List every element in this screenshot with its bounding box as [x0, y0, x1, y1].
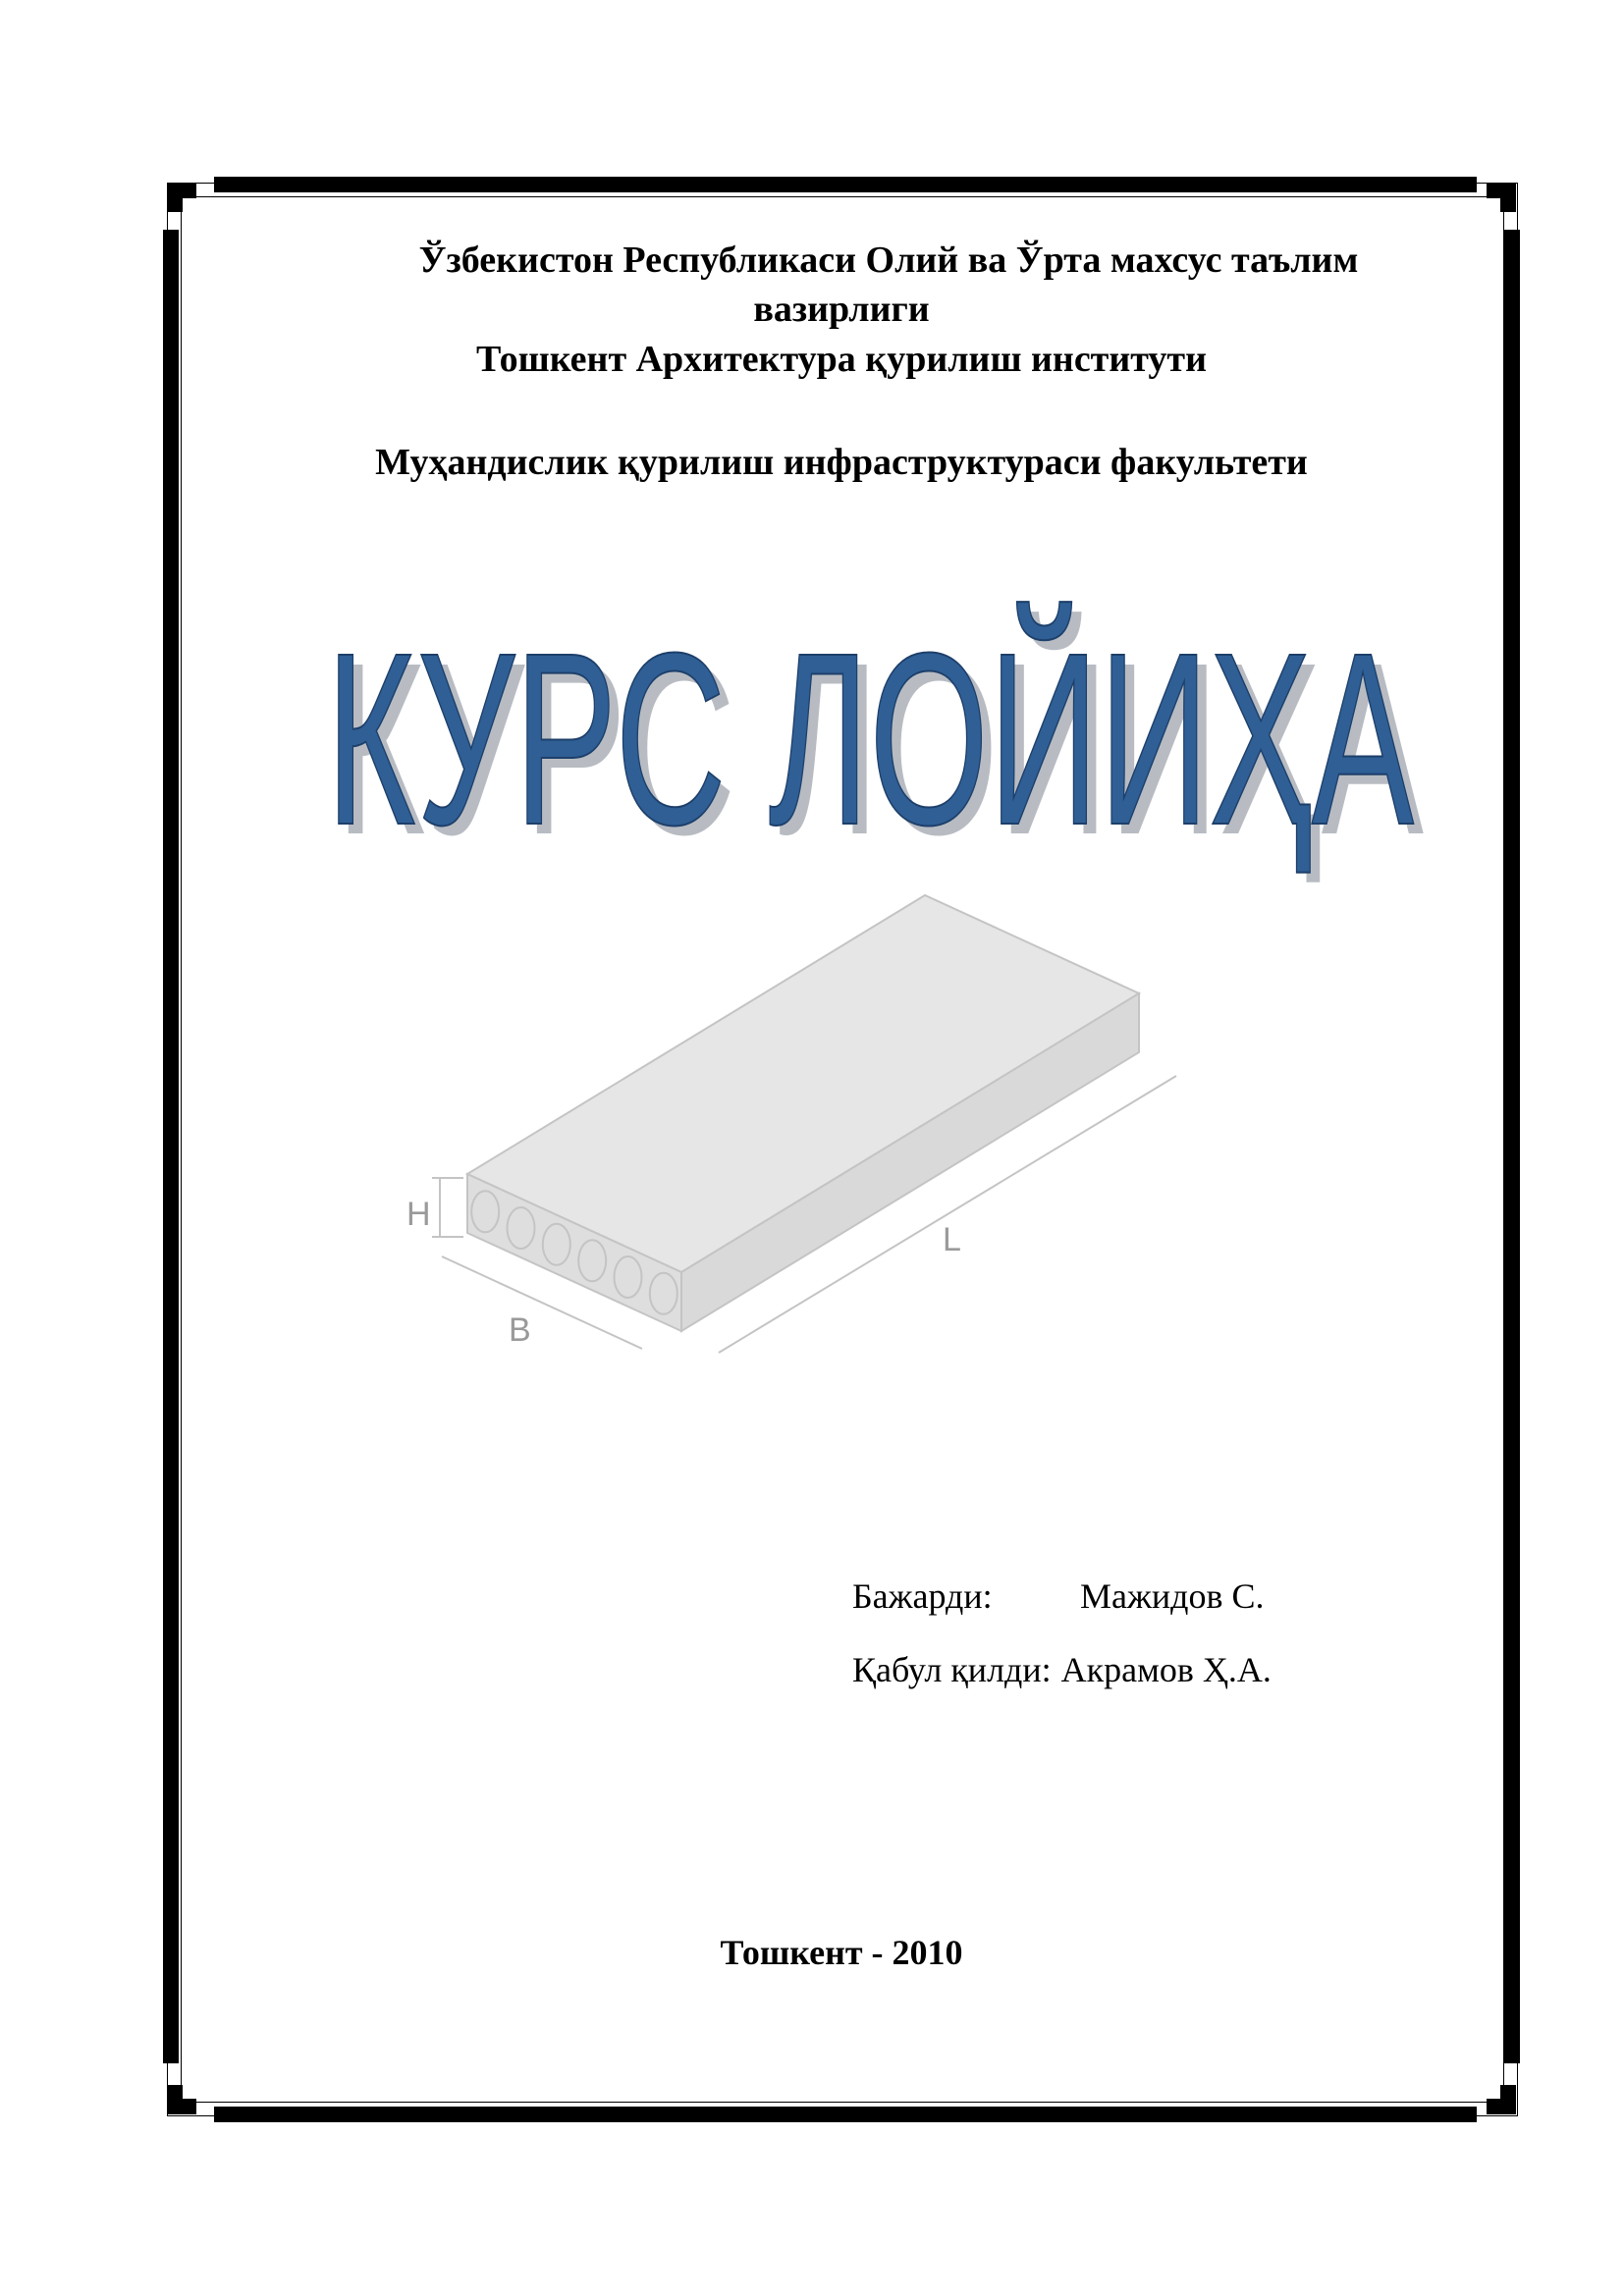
ministry-line-2: вазирлиги	[753, 289, 930, 330]
institute-heading: Тошкент Архитектура қурилиш институти	[476, 339, 1207, 380]
faculty-heading: Муҳандислик қурилиш инфраструктураси факультети	[375, 442, 1308, 483]
accepted-by-name: Акрамов Ҳ.А.	[1060, 1650, 1272, 1689]
title-shadow-text: КУРС ЛОЙИҲА	[336, 612, 1425, 885]
title-main-text: КУРС ЛОЙИҲА	[326, 602, 1415, 876]
border-corner-top-right	[1487, 183, 1516, 212]
accepted-by-row	[852, 1649, 1272, 1690]
place-and-year: Тошкент - 2010	[720, 1933, 963, 1972]
performed-by-row	[852, 1575, 1264, 1617]
length-label: L	[943, 1221, 961, 1258]
width-label: B	[509, 1311, 531, 1349]
page-border-right	[1504, 230, 1520, 2063]
ministry-line-1: Ўзбекистон Республикаси Олий ва Ўрта махсус таълим	[418, 240, 1359, 281]
page-border-left	[163, 230, 179, 2063]
page-border-bottom	[214, 2107, 1477, 2122]
accepted-by-label: Қабул қилди:	[852, 1650, 1052, 1689]
ministry-heading	[226, 236, 1457, 334]
hollow-core-slab-illustration	[393, 883, 1198, 1394]
performed-by-label: Бажарди:	[852, 1576, 993, 1616]
height-label: H	[406, 1196, 431, 1233]
page-border-top	[214, 177, 1477, 192]
border-corner-bottom-right	[1487, 2085, 1516, 2114]
performed-by-name: Мажидов С.	[1080, 1576, 1265, 1616]
border-corner-top-left	[167, 183, 196, 212]
course-project-title	[314, 545, 1434, 908]
border-corner-bottom-left	[167, 2085, 196, 2114]
